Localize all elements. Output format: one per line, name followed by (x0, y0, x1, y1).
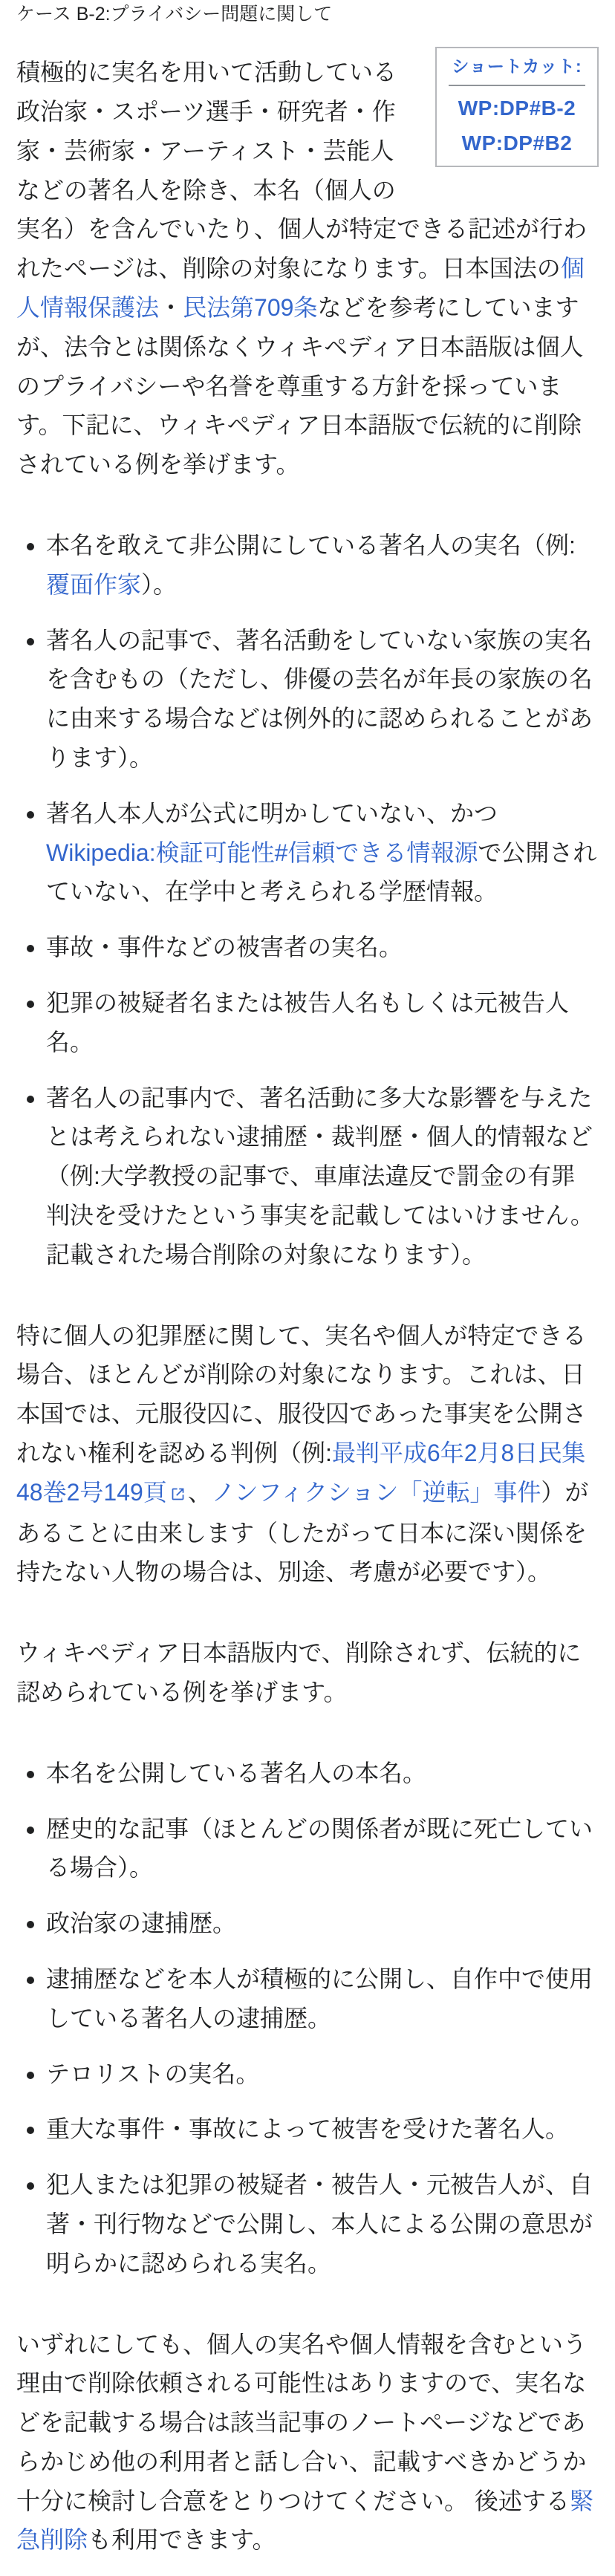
list-item (46, 1079, 599, 1275)
text-run: ウィキペディア日本語版内で、削除されず、伝統的に認められている例を挙げます。 (16, 1639, 582, 1705)
list-item (46, 1959, 599, 2038)
text-run: 特に個人の犯罪歴に関して、実名や個人が特定できる場合、ほとんどが削除の対象になります。これは、日本国では、元服役囚に、服役囚であった事実を公開されない権利を認める判例（例: (16, 1321, 587, 1466)
paragraph (16, 1633, 599, 1712)
text-run: 犯罪の被疑者名または被告人名もしくは元被告人名。 (46, 989, 570, 1056)
shortcut-link-wp-dp-b2[interactable]: WP:DP#B2 (461, 131, 573, 155)
list-item (46, 1754, 599, 1793)
text-run: テロリストの実名。 (46, 2060, 260, 2087)
text-run: 歴史的な記事（ほとんどの関係者が既に死亡している場合）。 (46, 1815, 593, 1881)
section-heading: ケース B-2:プライバシー問題に関して (16, 4, 333, 25)
wiki-link[interactable]: Wikipedia:検証可能性#信頼できる情報源 (46, 839, 478, 866)
text-run: 著名人の記事内で、著名活動に多大な影響を与えたとは考えられない逮捕歴・裁判歴・個人的情報など（例:大学教授の記事で、車庫法違反で罰金の有罪判決を受けたという事実を記載してはいけません。記載された場合削除の対象になります）。 (46, 1084, 594, 1268)
list-item (46, 928, 599, 967)
text-run: 積極的に実名を用いて活動している政治家・スポーツ選手・研究者・作家・芸術家・アーティスト・芸能人などの著名人を除き、本名（個人の実名）を含んでいたり、個人が特定できる記述が行われたページは、削除の対象になります。日本国法の (16, 59, 588, 282)
paragraph (16, 2325, 599, 2560)
text-run: 本名を公開している著名人の本名。 (46, 1759, 427, 1786)
shortcut-link-wp-dp-b-2[interactable]: WP:DP#B-2 (458, 97, 576, 120)
text-run: 著名人の記事で、著名活動をしていない家族の実名を含むもの（ただし、俳優の芸名が年長の家族の名に由来する場合などは例外的に認められることがあります）。 (46, 626, 593, 771)
wiki-link[interactable]: 最判平成6年2月8日民集48巻2号149頁 (16, 1439, 586, 1506)
wiki-link[interactable]: 緊急削除 (16, 2487, 593, 2554)
wiki-link[interactable]: 覆面作家 (46, 570, 142, 598)
list-item (46, 983, 599, 1062)
text-run: 、 (187, 1478, 212, 1506)
text-run: 犯人または犯罪の被疑者・被告人・元被告人が、自著・刊行物などで公開し、本人による公開の意思が明らかに認められる実名。 (46, 2171, 593, 2277)
list-item (46, 1809, 599, 1888)
wiki-link[interactable]: 民法第709条 (183, 294, 318, 322)
text-run: 政治家の逮捕歴。 (46, 1910, 237, 1937)
text-run: 著名人本人が公式に明かしていない、かつ (46, 799, 498, 827)
shortcut-label[interactable]: ショートカット: (452, 56, 582, 77)
list-item (46, 621, 599, 778)
text-run: いずれにしても、個人の実名や個人情報を含むという理由で削除依頼される可能性はありますので、実名などを記載する場合は該当記事のノートページなどであらかじめ他の利用者と話し合い、記載すべきかどうか十分に検討し合意をとりつけてください。 後述する (16, 2330, 588, 2514)
text-run: ）。 (141, 570, 178, 598)
bullet-list (16, 526, 599, 1275)
bullet-list (16, 1754, 599, 2283)
list-item (46, 2165, 599, 2283)
text-run: 事故・事件などの被害者の実名。 (46, 934, 403, 961)
paragraph (16, 1316, 599, 1593)
shortcut-box (435, 47, 599, 167)
list-item (46, 526, 599, 605)
list-item (46, 2110, 599, 2149)
shortcut-divider (449, 85, 585, 86)
text-run: で公開されていない、在学中と考えられる学歴情報。 (46, 839, 597, 905)
list-item (46, 2055, 599, 2094)
text-run: などを参考にしていますが、法令とは関係なくウィキペディア日本語版は個人のプライバシーや名誉を尊重する方針を採っています。下記に、ウィキペディア日本語版で伝統的に削除されている例を挙げます。 (16, 294, 584, 478)
list-item (46, 1904, 599, 1943)
text-run: 重大な事件・事故によって被害を受けた著名人。 (46, 2115, 570, 2143)
wiki-link[interactable]: ノンフィクション「逆転」事件 (211, 1478, 541, 1506)
text-run: 本名を敢えて非公開にしている著名人の実名（例: (46, 532, 576, 559)
list-item (46, 794, 599, 911)
text-run: 逮捕歴などを本人が積極的に公開し、自作中で使用している著名人の逮捕歴。 (46, 1965, 593, 2032)
wiki-link[interactable]: 個人情報保護法 (16, 255, 585, 322)
text-run: ）があることに由来します（したがって日本に深い関係を持たない人物の場合は、別途、考慮が必要です）。 (16, 1478, 589, 1586)
text-run: ・ (159, 294, 183, 322)
article-body (16, 53, 599, 2560)
text-run: も利用できます。 (88, 2526, 276, 2554)
external-link-icon (170, 1474, 186, 1514)
